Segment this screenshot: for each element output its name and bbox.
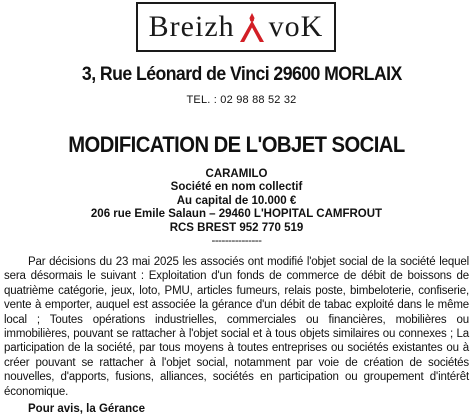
notice-title: MODIFICATION DE L'OBJET SOCIAL — [68, 132, 405, 157]
logo-wordmark — [138, 10, 334, 44]
company-address: 206 rue Emile Salaun – 29460 L'HOPITAL CAMFROUT — [90, 208, 383, 221]
publisher-phone: TEL. : 02 98 88 52 32 — [186, 94, 297, 106]
notice-signoff: Pour avis, la Gérance — [28, 403, 145, 415]
block-separator: --------------- — [211, 235, 262, 248]
company-info-block — [0, 168, 473, 248]
brand-logo — [136, 2, 336, 52]
company-capital: Au capital de 10.000 € — [176, 194, 297, 207]
logo-text-right: voK — [268, 10, 324, 43]
company-name: CARAMILO — [205, 168, 268, 180]
notice-body: Par décisions du 23 mai 2025 les associés ont modifié l'objet social de la société lequel sera désormais le suivant : Exploitation d'un fonds de commerce de débit de boissons de quatrième catégorie, jeux, loto, PMU, articles fumeurs, relais poste, bimbeloterie, confiserie, vente à emporter, auquel est associée la gérance d'un débit de tabac exploité dans le même local ; Toutes opérations industrielles, commerciales ou financières, mobilières ou immobilières, pouvant se rattacher à l'objet social et à tous objets similaires ou connexes ; La participation de la société, par tous moyens à toutes entreprises ou sociétés existantes ou à créer pouvant se rattacher à l'objet social, notamment par voie de création de sociétés nouvelles, d'apports, fusions, alliances, sociétés en participation ou groupement d'intérêt économique. — [4, 256, 469, 398]
company-rcs: RCS BREST 952 770 519 — [169, 221, 304, 234]
publisher-address: 3, Rue Léonard de Vinci 29600 MORLAIX — [81, 64, 402, 85]
ermine-triangle-icon — [235, 10, 269, 44]
logo-text-left: Breizh — [148, 10, 235, 43]
company-legal-form: Société en nom collectif — [170, 181, 303, 194]
